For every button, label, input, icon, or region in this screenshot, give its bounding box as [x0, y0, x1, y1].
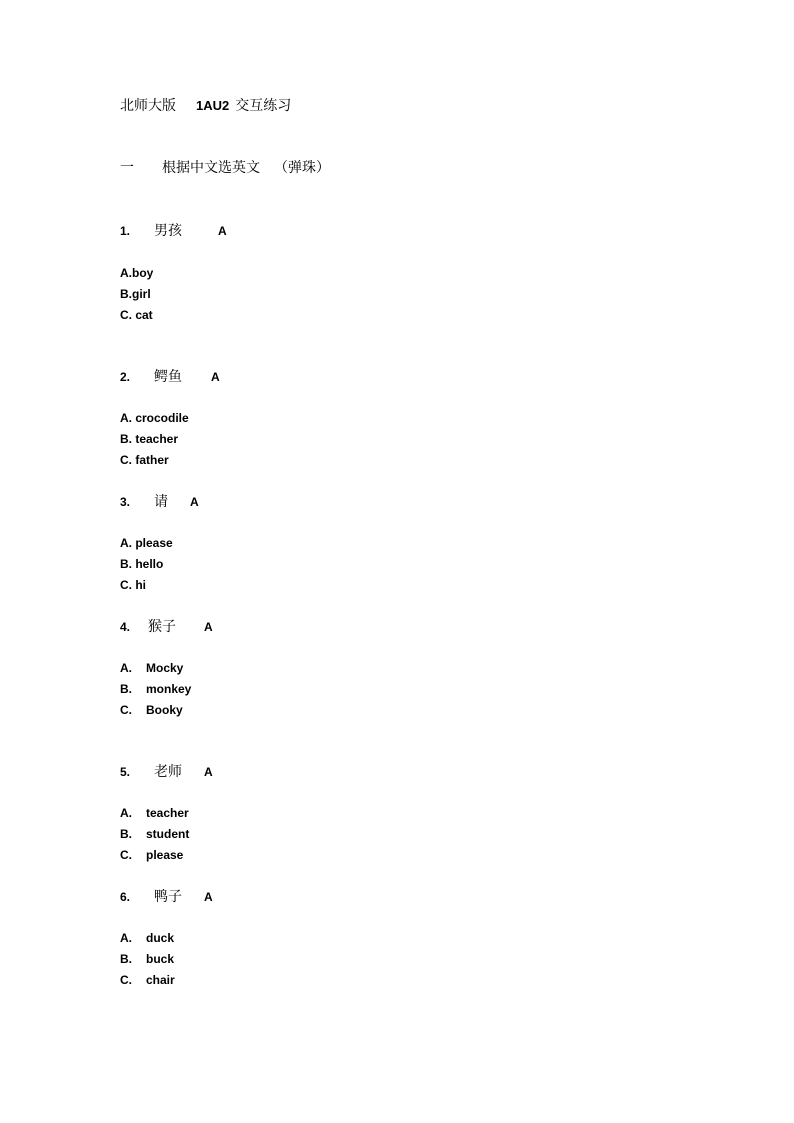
- question-number: 6.: [120, 890, 131, 904]
- option-text: Mocky: [146, 661, 184, 675]
- option-c: [120, 700, 520, 721]
- question-word: 请: [154, 494, 168, 510]
- question-2: [120, 367, 520, 471]
- question-answer: A: [204, 765, 213, 779]
- section-title: 根据中文选英文: [162, 160, 260, 176]
- option-list: [120, 928, 520, 991]
- option-letter: B.: [120, 952, 132, 966]
- option-a: [120, 928, 520, 949]
- question-3: [120, 492, 520, 596]
- question-5: [120, 762, 520, 866]
- option-b: B. teacher: [120, 432, 179, 446]
- question-word: 老师: [154, 764, 182, 780]
- question-line: [120, 367, 520, 387]
- option-a: A.boy: [120, 266, 154, 280]
- option-c: C. father: [120, 453, 169, 467]
- option-a: A. please: [120, 536, 173, 550]
- question-number: 4.: [120, 620, 131, 634]
- question-answer: A: [190, 495, 199, 509]
- option-letter: A.: [120, 806, 132, 820]
- option-c: [120, 845, 520, 866]
- section-heading: [120, 158, 330, 178]
- option-letter: B.: [120, 827, 132, 841]
- option-letter: C.: [120, 848, 132, 862]
- option-b: [120, 824, 520, 845]
- question-answer: A: [204, 890, 213, 904]
- question-line: [120, 617, 520, 637]
- option-c: C. cat: [120, 308, 153, 322]
- question-answer: A: [211, 370, 220, 384]
- option-b: B.girl: [120, 287, 151, 301]
- option-text: please: [146, 848, 184, 862]
- question-word: 鳄鱼: [154, 369, 182, 385]
- exercise-subtitle: 交互练习: [235, 98, 292, 114]
- option-text: monkey: [146, 682, 192, 696]
- question-number: 3.: [120, 495, 131, 509]
- option-text: Booky: [146, 703, 183, 717]
- option-letter: C.: [120, 703, 132, 717]
- question-line: [120, 221, 520, 241]
- option-a: [120, 658, 520, 679]
- question-number: 2.: [120, 370, 131, 384]
- option-list: [120, 533, 520, 596]
- question-6: [120, 887, 520, 991]
- option-c: [120, 970, 520, 991]
- option-letter: A.: [120, 931, 132, 945]
- option-text: chair: [146, 973, 175, 987]
- section-note: （弹珠）: [274, 160, 330, 176]
- question-word: 猴子: [148, 619, 176, 635]
- question-line: [120, 762, 520, 782]
- option-letter: A.: [120, 661, 132, 675]
- option-b: B. hello: [120, 557, 164, 571]
- question-number: 1.: [120, 224, 131, 238]
- option-text: student: [146, 827, 190, 841]
- option-list: [120, 803, 520, 866]
- question-line: [120, 492, 520, 512]
- option-letter: B.: [120, 682, 132, 696]
- question-4: [120, 617, 520, 721]
- question-word: 鸭子: [154, 889, 182, 905]
- option-text: duck: [146, 931, 175, 945]
- section-number: 一: [120, 160, 134, 176]
- option-b: [120, 679, 520, 700]
- question-line: [120, 887, 520, 907]
- option-a: [120, 803, 520, 824]
- unit-code: 1AU2: [196, 98, 230, 113]
- option-text: buck: [146, 952, 175, 966]
- question-number: 5.: [120, 765, 131, 779]
- document-title: [120, 96, 291, 116]
- option-list: [120, 263, 520, 326]
- question-answer: A: [204, 620, 213, 634]
- option-list: [120, 658, 520, 721]
- option-letter: C.: [120, 973, 132, 987]
- question-word: 男孩: [154, 223, 182, 239]
- question-answer: A: [218, 224, 227, 238]
- option-c: C. hi: [120, 578, 146, 592]
- option-b: [120, 949, 520, 970]
- option-text: teacher: [146, 806, 189, 820]
- publisher-label: 北师大版: [120, 98, 176, 114]
- option-a: A. crocodile: [120, 411, 189, 425]
- option-list: [120, 408, 520, 471]
- question-1: [120, 221, 520, 326]
